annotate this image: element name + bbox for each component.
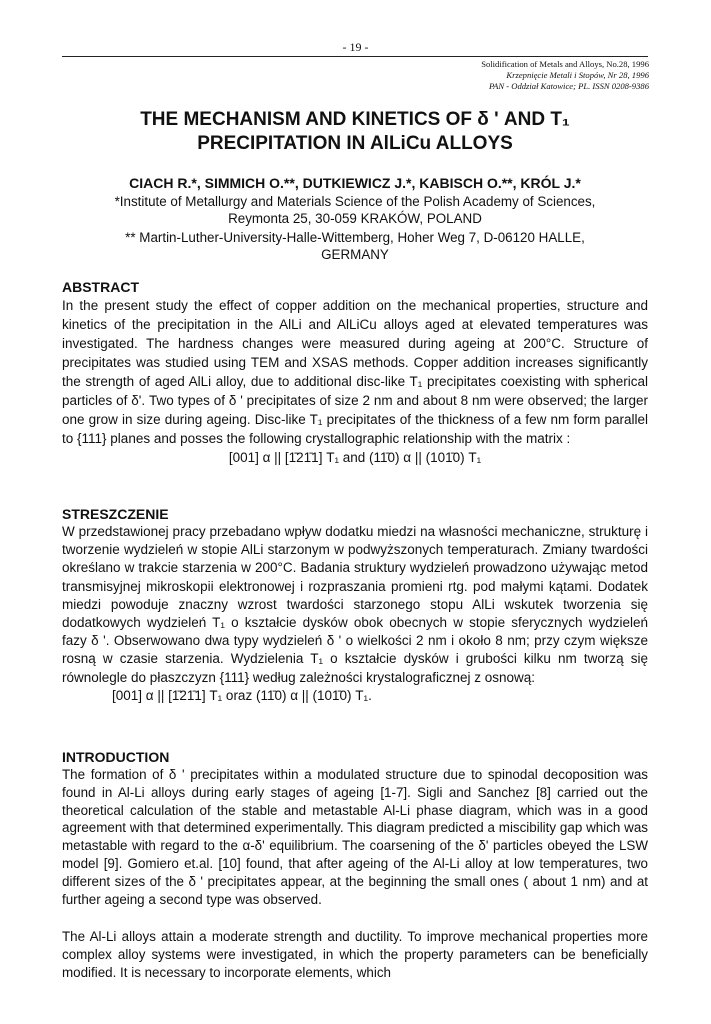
affiliation-1 (62, 193, 648, 227)
authors: CIACH R.*, SIMMICH O.**, DUTKIEWICZ J.*, KABISCH O.**, KRÓL J.* (129, 175, 581, 191)
journal-line-3: PAN - Oddział Katowice; PL. ISSN 0208-9386 (488, 81, 649, 91)
abstract-relation: [001] α || [1̄21̄1] T₁ and (11̄0) α || (101̄0) T₁ (228, 450, 482, 465)
affiliation-1-line-2: Reymonta 25, 30-059 KRAKÓW, POLAND (228, 211, 482, 226)
affiliation-2 (62, 229, 648, 263)
introduction-heading: INTRODUCTION (62, 749, 170, 765)
journal-info (481, 59, 649, 92)
affiliation-1-line-1: *Institute of Metallurgy and Materials Science of the Polish Academy of Sciences, (114, 194, 596, 209)
introduction-paragraph-1: The formation of δ ' precipitates within a modulated structure due to spinodal decoposition was found in Al-Li alloys during early stages of ageing [1-7]. Sigli and Sanchez [8] carried out the theoretical calculation of the stable and metastable Al-Li phase diagram, which was in a good agreement with that determined experimentally. This diagram predicted a miscibility gap which was metastable with regard to the α-δ' equilibrium. The coarsening of the δ' particles obeyed the LSW model [9]. Gomiero et.al. [10] found, that after ageing of the Al-Li alloy at low temperatures, two different sizes of the δ ' precipitates appear, at the beginning the small ones ( about 1 nm) and at further ageing a second type was observed. (62, 767, 648, 907)
abstract-body: In the present study the effect of copper addition on the mechanical properties, structure and kinetics of the precipitation in the AlLi and AlLiCu alloys aged at elevated temperatures was investigated. The hardness changes were measured during ageing at 200°C. Structure of precipitates was studied using TEM and XSAS methods. Copper addition increases significantly the strength of aged AlLi alloy, due to additional disc-like T₁ precipitates coexisting with spherical particles of δ'. Two types of δ ' precipitates of size 2 nm and about 8 nm were observed; the larger one grow in size during ageing. Disc-like T₁ precipitates of the thickness of a few nm form parallel to {111} planes and posses the following crystallographic relationship with the matrix : (62, 298, 648, 446)
journal-line-1: Solidification of Metals and Alloys, No.28, 1996 (481, 59, 649, 69)
streszczenie-body: W przedstawionej pracy przebadano wpływ dodatku miedzi na własności mechaniczne, strukturę i tworzenie wydzieleń w stopie AlLi starzonym w podwyższonych temperaturach. Zmiany twardości określano w trakcie starzenia w 200°C. Badania struktury wydzieleń prowadzono używając metod transmisyjnej mikroskopii elektronowej i rozpraszania promieni rtg. pod małymi kątami. Dodatek miedzi powoduje znaczny wzrost twardości starzonego stopu AlLi wskutek tworzenia się dodatkowych wydzieleń T₁ o kształcie dysków obok obecnych w stopie sferycznych wydzieleń fazy δ '. Obserwowano dwa typy wydzieleń δ ' o wielkości 2 nm i około 8 nm; przy czym większe rosną w czasie starzenia. Wydzielenia T₁ o kształcie dysków i grubości kilku nm tworzą się równolegle do płaszczyzn {111} według zależności krystalograficznej z osnową: (62, 524, 648, 685)
abstract-text (62, 296, 648, 467)
abstract-heading: ABSTRACT (62, 279, 139, 295)
introduction-paragraph-2: The Al-Li alloys attain a moderate strength and ductility. To improve mechanical properties more complex alloy systems were investigated, in which the property parameters can be beneficially modified. It is necessary to incorporate elements, which (62, 929, 648, 980)
header-rule (62, 56, 648, 57)
streszczenie-heading: STRESZCZENIE (62, 506, 169, 522)
affiliation-2-line-2: GERMANY (321, 247, 389, 262)
affiliation-2-line-1: ** Martin-Luther-University-Halle-Wittemberg, Hoher Weg 7, D-06120 HALLE, (125, 230, 585, 245)
page-number: - 19 - (342, 40, 369, 54)
streszczenie-text (62, 523, 648, 705)
paper-title (62, 108, 648, 156)
title-line-1: THE MECHANISM AND KINETICS OF δ ' AND T₁ (140, 109, 570, 130)
streszczenie-relation: [001] α || [1̄21̄1] T₁ oraz (11̄0) α || (101̄0) T₁. (112, 687, 372, 703)
title-line-2: PRECIPITATION IN AlLiCu ALLOYS (197, 133, 513, 154)
journal-line-2: Krzepnięcie Metali i Stopów, Nr 28, 1996 (506, 70, 649, 80)
